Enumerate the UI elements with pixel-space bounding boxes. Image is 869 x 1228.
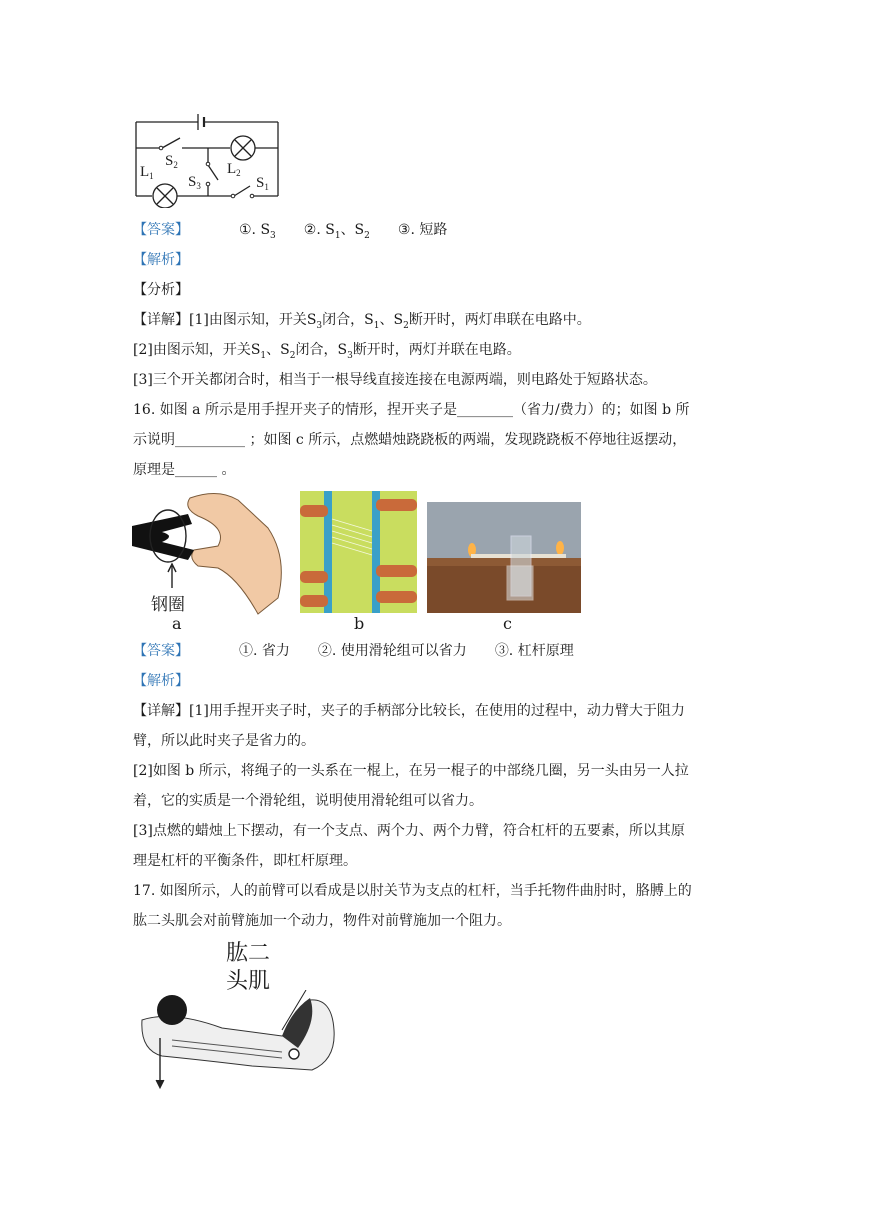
answer-tag: 【答案】 <box>133 643 189 659</box>
analysis-tag: 【解析】 <box>133 252 189 268</box>
fig-c-label: c <box>503 614 512 633</box>
q16-stem-1: 16. 如图 a 所示是用手捏开夹子的情形，捏开夹子是________（省力/费力）的；如图 b 所 <box>133 402 690 418</box>
q17-stem-2: 肱二头肌会对前臂施加一个动力，物件对前臂施加一个阻力。 <box>133 913 511 929</box>
answer-2: ②. $S_1$、$S_2$ <box>303 222 370 241</box>
q16-stem-2: 示说明__________ ；如图 c 所示，点燃蜡烛跷跷板的两端，发现跷跷板不停地往返摆动， <box>133 432 687 448</box>
circuit-diagram <box>132 108 284 208</box>
answer-3: ③. 短路 <box>397 222 448 238</box>
q16-detail-3b: 理是杠杆的平衡条件，即杠杆原理。 <box>133 853 357 869</box>
q15-detail-2: [2]由图示知，开关$S_1$、$S_2$闭合，$S_3$断开时，两灯并联在电路。 <box>133 342 521 361</box>
analysis-tag: 【解析】 <box>133 673 189 689</box>
label-L1: $L_1$ <box>140 164 154 181</box>
q15-detail-1: 【详解】[1]由图示知，开关$S_3$闭合，$S_1$、$S_2$断开时，两灯串联在电路中。 <box>133 312 591 331</box>
answer-tag: 【答案】 <box>133 222 189 238</box>
q15-detail-3: [3]三个开关都闭合时，相当于一根导线直接连接在电源两端，则电路处于短路状态。 <box>133 372 657 388</box>
answer-1: ①. 省力 <box>239 643 290 659</box>
biceps-label: 肱二 头肌 <box>226 941 271 994</box>
answer-2: ②. 使用滑轮组可以省力 <box>317 643 467 659</box>
q16-detail-1a: 【详解】[1]用手捏开夹子时，夹子的手柄部分比较长，在使用的过程中，动力臂大于阻力 <box>133 703 685 719</box>
fig-a-caption-steel-ring: 钢圈 <box>151 595 185 615</box>
figure-b-pulley-sticks <box>300 491 417 613</box>
figure-arm-lever <box>132 990 337 1090</box>
fig-a-label: a <box>172 614 182 633</box>
q16-detail-2b: 着，它的实质是一个滑轮组，说明使用滑轮组可以省力。 <box>133 793 483 809</box>
q16-answer-row <box>133 641 602 661</box>
label-S1: $S_1$ <box>256 175 269 192</box>
q16-detail-2a: [2]如图 b 所示，将绳子的一头系在一棍上，在另一棍子的中部绕几圈，另一头由另一人拉 <box>133 763 689 779</box>
label-L2: $L_2$ <box>227 161 241 178</box>
label-S2: $S_2$ <box>165 153 178 170</box>
answer-1: ①. $S_3$ <box>239 222 276 241</box>
fig-b-label: b <box>354 614 365 633</box>
q16-detail-1b: 臂，所以此时夹子是省力的。 <box>133 733 315 749</box>
fenxi-tag: 【分析】 <box>133 282 189 298</box>
q15-answer-row <box>133 220 475 246</box>
figure-c-candle-seesaw <box>427 502 581 613</box>
q16-stem-3: 原理是______ 。 <box>133 462 236 478</box>
q16-detail-3a: [3]点燃的蜡烛上下摆动，有一个支点、两个力、两个力臂，符合杠杆的五要素，所以其原 <box>133 823 685 839</box>
answer-3: ③. 杠杆原理 <box>494 643 574 659</box>
q17-stem-1: 17. 如图所示，人的前臂可以看成是以肘关节为支点的杠杆，当手托物件曲肘时，胳膊上的 <box>133 883 692 899</box>
label-S3: $S_3$ <box>188 174 201 191</box>
